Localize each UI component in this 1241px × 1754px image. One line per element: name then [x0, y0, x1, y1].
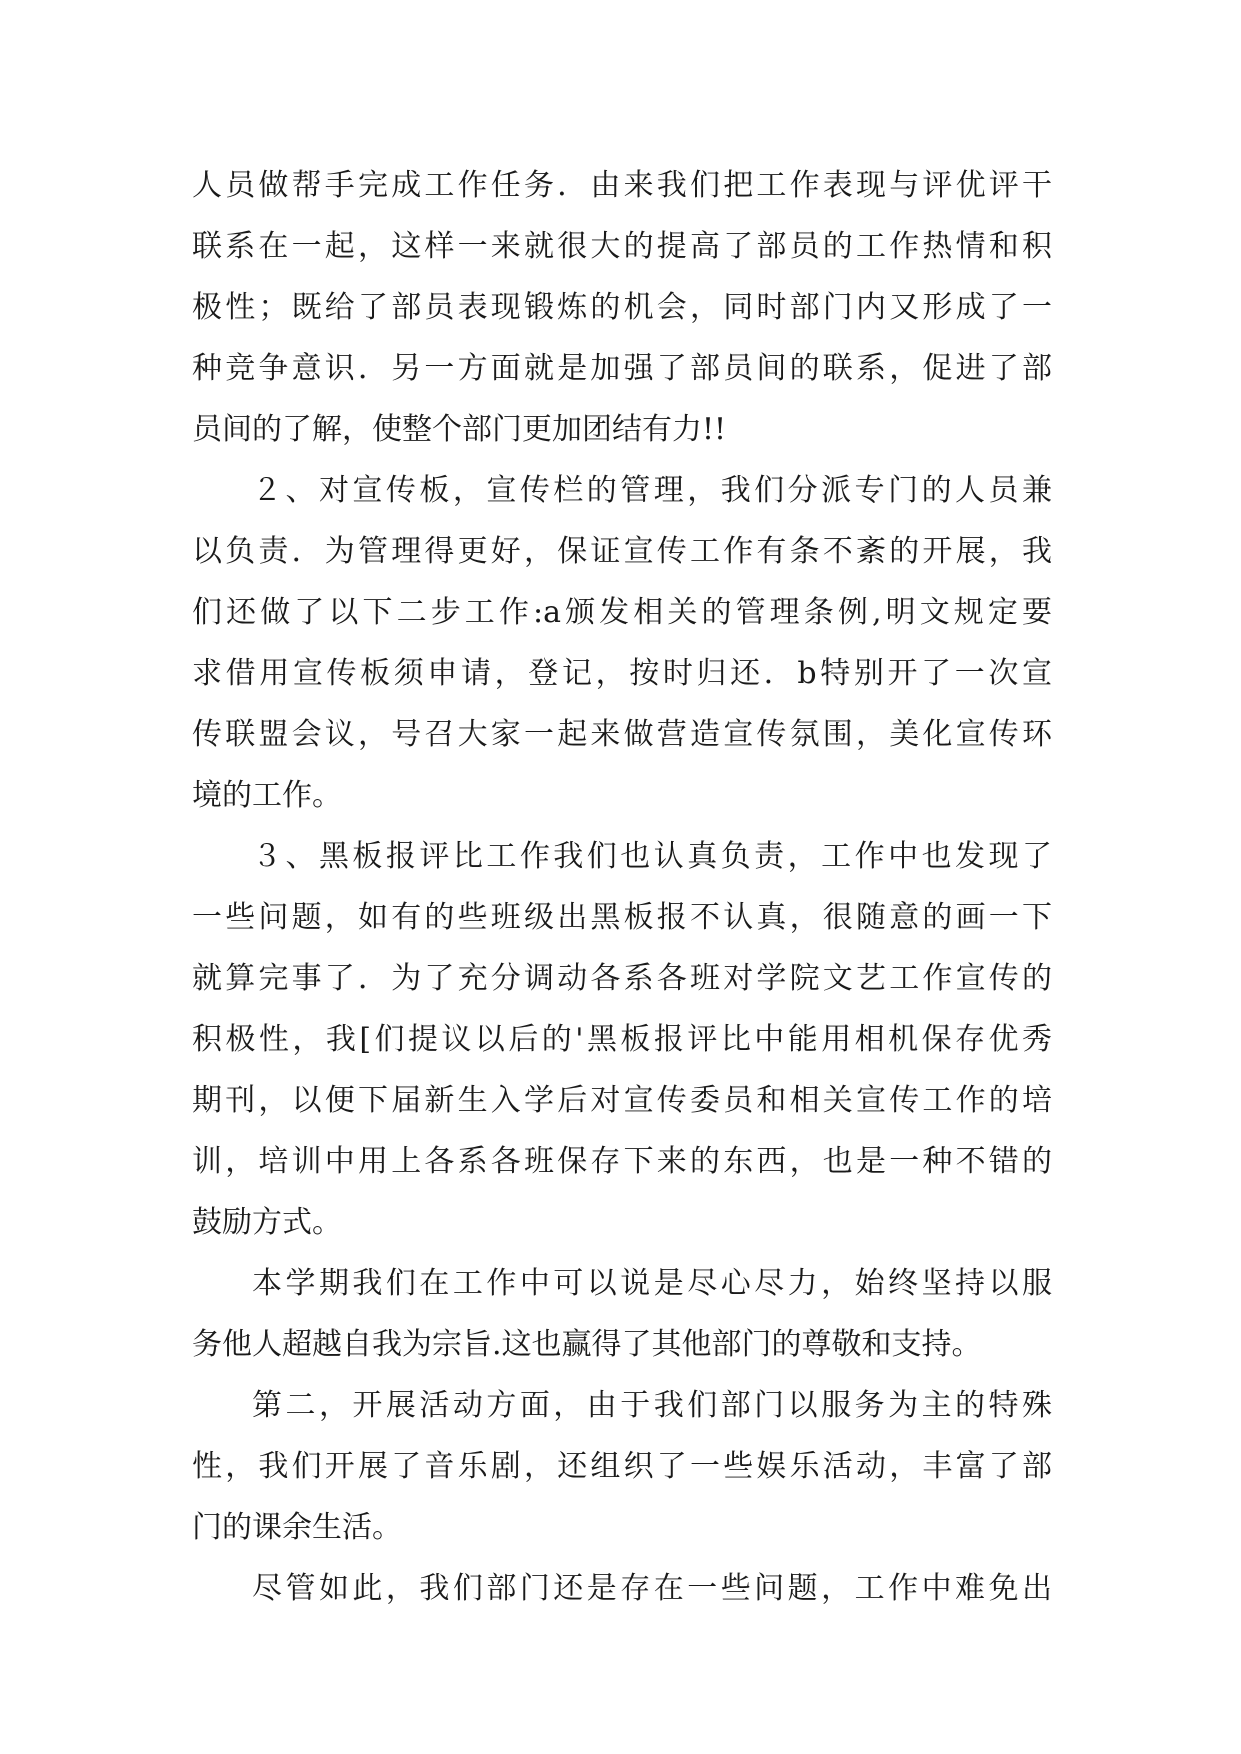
- text-line: 训，培训中用上各系各班保存下来的东西，也是一种不错的: [192, 1144, 1052, 1179]
- text-line: 种竞争意识．另一方面就是加强了部员间的联系，促进了部: [192, 351, 1052, 386]
- text-line: 们还做了以下二步工作:a颁发相关的管理条例,明文规定要: [192, 595, 1052, 630]
- text-line: 员间的了解，使整个部门更加团结有力!!: [192, 412, 727, 447]
- paragraph: [192, 1558, 1052, 1619]
- text-line: 联系在一起，这样一来就很大的提高了部员的工作热情和积: [192, 229, 1052, 264]
- text-line: 门的课余生活。: [192, 1510, 402, 1545]
- text-line: 以负责．为管理得更好，保证宣传工作有条不紊的开展，我: [192, 534, 1052, 569]
- text-line: 就算完事了．为了充分调动各系各班对学院文艺工作宣传的: [192, 961, 1052, 996]
- text-line: 积极性，我[们提议以后的'黑板报评比中能用相机保存优秀: [192, 1022, 1052, 1057]
- paragraph: [192, 155, 1052, 460]
- text-line: 人员做帮手完成工作任务．由来我们把工作表现与评优评干: [192, 168, 1052, 203]
- paragraph: [192, 1253, 1052, 1375]
- text-line: 传联盟会议，号召大家一起来做营造宣传氛围，美化宣传环: [192, 717, 1052, 752]
- paragraph: [192, 460, 1052, 826]
- document-body: [192, 155, 1052, 1619]
- text-line: ３、黑板报评比工作我们也认真负责，工作中也发现了: [252, 839, 1052, 874]
- text-line: 极性；既给了部员表现锻炼的机会，同时部门内又形成了一: [192, 290, 1052, 325]
- text-line: 本学期我们在工作中可以说是尽心尽力，始终坚持以服: [252, 1266, 1052, 1301]
- text-line: 务他人超越自我为宗旨.这也赢得了其他部门的尊敬和支持。: [192, 1327, 982, 1362]
- text-line: 鼓励方式。: [192, 1205, 342, 1240]
- text-line: 第二，开展活动方面，由于我们部门以服务为主的特殊: [252, 1388, 1052, 1423]
- text-line: 尽管如此，我们部门还是存在一些问题，工作中难免出: [252, 1571, 1052, 1606]
- text-line: 境的工作。: [192, 778, 342, 813]
- text-line: 一些问题，如有的些班级出黑板报不认真，很随意的画一下: [192, 900, 1052, 935]
- paragraph: [192, 1375, 1052, 1558]
- text-line: 性，我们开展了音乐剧，还组织了一些娱乐活动，丰富了部: [192, 1449, 1052, 1484]
- text-line: 期刊，以便下届新生入学后对宣传委员和相关宣传工作的培: [192, 1083, 1052, 1118]
- text-line: 求借用宣传板须申请，登记，按时归还．b特别开了一次宣: [192, 656, 1052, 691]
- text-line: ２、对宣传板，宣传栏的管理，我们分派专门的人员兼: [252, 473, 1052, 508]
- paragraph: [192, 826, 1052, 1253]
